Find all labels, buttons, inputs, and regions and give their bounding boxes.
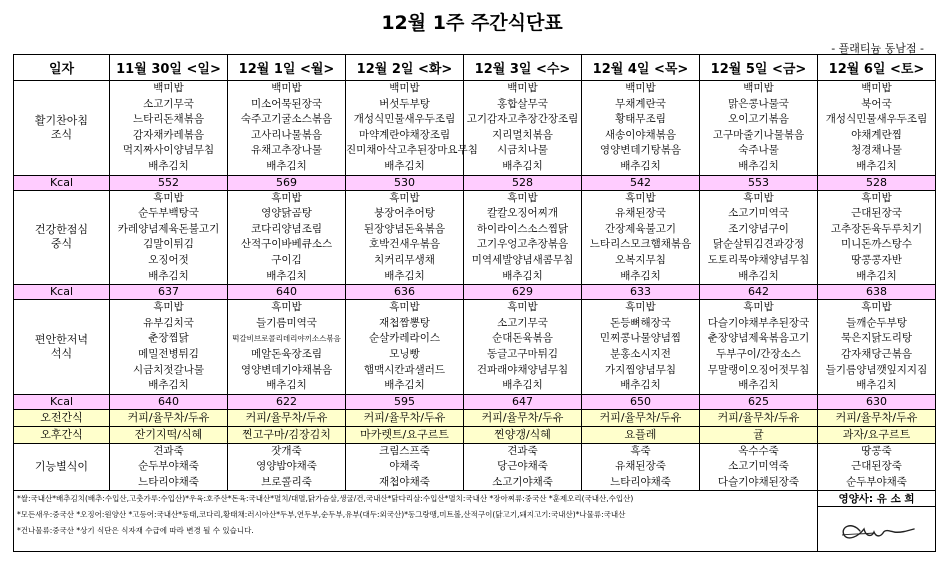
porridge-item: 유채된장죽: [615, 460, 666, 473]
breakfast-day-cell: [346, 81, 478, 176]
porridge-item: 야채죽: [389, 460, 420, 473]
day-header: 12월 5일 <금>: [700, 55, 818, 81]
kcal-label: Kcal: [14, 175, 110, 190]
porridge-item: 당근야채죽: [497, 460, 548, 473]
pm-snack-row: [14, 426, 936, 443]
menu-item: 배추김치: [384, 269, 425, 282]
menu-item: 백미밥: [861, 82, 892, 94]
day-header: 12월 3일 <수>: [464, 55, 582, 81]
kcal-label: Kcal: [14, 394, 110, 409]
meal-label-line: 활기찬아침: [34, 113, 89, 127]
menu-item: 시금치나물: [497, 144, 548, 157]
menu-item: 묵은지닭도리탕: [840, 332, 912, 345]
dinner-day-cell: [464, 300, 582, 395]
menu-item: 배추김치: [266, 269, 307, 282]
menu-item: 들기름미역국: [256, 316, 317, 329]
signature-cell: [818, 507, 936, 552]
menu-item: 배추김치: [738, 269, 779, 282]
breakfast-kcal-row: [14, 175, 936, 190]
menu-item: 땅콩콩자반: [851, 253, 902, 266]
menu-item: 고기우엉고추장볶음: [476, 238, 569, 251]
functional-day-cell: [228, 443, 346, 491]
menu-item: 흑미밥: [389, 191, 420, 204]
kcal-value: 625: [700, 394, 818, 409]
menu-item: 흑미밥: [507, 191, 538, 204]
menu-item: 백미밥: [153, 82, 184, 94]
menu-item: 건파래야채양념무침: [476, 363, 569, 376]
nutritionist-name: 영양사: 유 소 희: [818, 491, 936, 507]
menu-item: 배추김치: [148, 379, 189, 392]
menu-item: 오이고기볶음: [728, 113, 789, 126]
menu-item: 메밀전병튀김: [138, 347, 199, 360]
breakfast-row: [14, 81, 936, 176]
menu-item: 청경채나물: [851, 144, 902, 157]
functional-day-cell: [818, 443, 936, 491]
breakfast-day-cell: [818, 81, 936, 176]
menu-item: 북어국: [861, 97, 892, 110]
menu-item: 소고기미역국: [728, 207, 789, 220]
am-snack-row: [14, 409, 936, 426]
menu-item: 순살카레라이스: [368, 332, 440, 345]
kcal-value: 637: [110, 285, 228, 300]
menu-item: 느타리돈채볶음: [132, 113, 204, 126]
menu-item: 두부구이/간장소스: [716, 347, 801, 360]
day-header: 12월 4일 <목>: [582, 55, 700, 81]
pm-snack-value: 찐양갱/식혜: [464, 426, 582, 443]
kcal-value: 630: [818, 394, 936, 409]
kcal-value: 636: [346, 285, 464, 300]
menu-item: 민찌콩나물양념찜: [599, 332, 682, 345]
menu-item: 메알돈육장조림: [250, 347, 322, 360]
menu-item: 미역세발양념새콤무침: [471, 253, 574, 266]
kcal-value: 638: [818, 285, 936, 300]
dinner-row: [14, 300, 936, 395]
menu-item: 배추김치: [502, 159, 543, 172]
menu-item: 숙주고기굴소스볶음: [240, 113, 333, 126]
menu-item: 춘장찜닭: [148, 332, 189, 345]
menu-item: 흑미밥: [271, 301, 302, 314]
kcal-value: 542: [582, 175, 700, 190]
menu-item: 흑미밥: [861, 301, 892, 314]
menu-item: 동글고구마튀김: [486, 347, 558, 360]
menu-item: 마약계란야채장조림: [358, 128, 451, 141]
menu-item: 맑은콩나물국: [728, 97, 789, 110]
am-snack-value: 커피/율무차/두유: [700, 409, 818, 426]
dinner-day-cell: [700, 300, 818, 395]
lunch-day-cell: [582, 190, 700, 285]
menu-item: 백미밥: [743, 82, 774, 94]
menu-item: 호박건새우볶음: [368, 238, 440, 251]
menu-item: 조기양념구이: [728, 222, 789, 235]
kcal-value: 530: [346, 175, 464, 190]
menu-item: 새송이야채볶음: [604, 128, 676, 141]
menu-item: 다슬기야채부추된장국: [707, 316, 810, 329]
porridge-item: 흑죽: [630, 444, 651, 457]
functional-day-cell: [464, 443, 582, 491]
menu-item: 들깨순두부탕: [846, 316, 907, 329]
notes-row: [14, 491, 936, 507]
day-header: 12월 6일 <토>: [818, 55, 936, 81]
menu-item: 배추김치: [502, 269, 543, 282]
origin-notes: [14, 491, 818, 552]
menu-item: 하이라이스소스찜닭: [476, 222, 569, 235]
lunch-day-cell: [346, 190, 464, 285]
menu-item: 영양변데기야채볶음: [240, 363, 333, 376]
menu-item: 순대돈육볶음: [492, 332, 553, 345]
pm-snack-value: 찐고구마/김장김치: [228, 426, 346, 443]
porridge-item: 견과죽: [507, 444, 538, 457]
kcal-value: 650: [582, 394, 700, 409]
menu-item: 배추김치: [502, 379, 543, 392]
porridge-item: 소고기야채죽: [492, 475, 553, 488]
menu-item: 지리멸치볶음: [492, 128, 553, 141]
lunch-day-cell: [464, 190, 582, 285]
pm-snack-value: 마카렛트/요구르트: [346, 426, 464, 443]
menu-item: 야채계란찜: [851, 128, 902, 141]
menu-item: 흑미밥: [507, 301, 538, 314]
menu-item: 배추김치: [148, 159, 189, 172]
menu-item: 배추김치: [620, 379, 661, 392]
functional-day-cell: [582, 443, 700, 491]
lunch-row: [14, 190, 936, 285]
menu-item: 감자채당근볶음: [840, 347, 912, 360]
functional-diet-row: [14, 443, 936, 491]
porridge-item: 땅콩죽: [861, 444, 892, 457]
menu-item: 무말랭이오징어젓무침: [707, 363, 810, 376]
date-header: 일자: [14, 55, 110, 81]
menu-item: 배추김치: [856, 379, 897, 392]
dinner-day-cell: [228, 300, 346, 395]
porridge-item: 느타리야채죽: [610, 475, 671, 488]
porridge-item: 느타리야채죽: [138, 475, 199, 488]
dinner-day-cell: [582, 300, 700, 395]
menu-item: 배추김치: [266, 159, 307, 172]
menu-item: 배추김치: [148, 269, 189, 282]
menu-item: 배추김치: [738, 379, 779, 392]
menu-item: 흑미밥: [153, 301, 184, 314]
menu-item: 고구마줄기나물볶음: [712, 128, 805, 141]
kcal-value: 528: [818, 175, 936, 190]
menu-item: 김말이튀김: [143, 238, 194, 251]
pm-snack-label: 오후간식: [14, 426, 110, 443]
menu-table: [13, 54, 936, 552]
menu-item: 흑미밥: [743, 301, 774, 314]
lunch-day-cell: [228, 190, 346, 285]
dinner-day-cell: [818, 300, 936, 395]
kcal-value: 633: [582, 285, 700, 300]
porridge-item: 다슬기야채된장죽: [717, 475, 800, 488]
porridge-item: 잣개죽: [271, 444, 302, 457]
kcal-value: 528: [464, 175, 582, 190]
menu-item: 무채계란국: [615, 97, 666, 110]
menu-item: 백미밥: [507, 82, 538, 94]
menu-item: 개성식민물새우두조림: [353, 113, 456, 126]
menu-item: 백미밥: [389, 82, 420, 94]
menu-item: 들기름양념깻잎지지짐: [825, 363, 928, 376]
porridge-item: 크림스프죽: [379, 444, 430, 457]
menu-item: 홍합살무국: [497, 97, 548, 110]
menu-item: 시금치젓갈나물: [132, 363, 204, 376]
pm-snack-value: 잔기지떡/식혜: [110, 426, 228, 443]
menu-item: 돈등뼈해장국: [610, 316, 671, 329]
menu-item: 카레양념제육돈불고기: [117, 222, 220, 235]
menu-item: 고기감자고추장간장조림: [466, 113, 579, 126]
menu-item: 소고기무국: [143, 97, 194, 110]
menu-item: 치커리무생채: [374, 253, 435, 266]
menu-item: 진미채아삭고추된장마요무침: [346, 144, 478, 157]
am-snack-value: 커피/율무차/두유: [110, 409, 228, 426]
breakfast-label: [14, 81, 110, 176]
menu-item: 햄맥시칸과샐러드: [363, 363, 446, 376]
menu-item: 버섯두부탕: [379, 97, 430, 110]
day-header: 11월 30일 <일>: [110, 55, 228, 81]
meal-label-line: 편안한저녁: [34, 332, 89, 346]
pm-snack-value: 요플레: [582, 426, 700, 443]
origin-note-line: *쌀:국내산*배추김치(배추:수입산,고춧가루:수입산)*우육:호주산*돈육:국내산*멸치/대멸,닭가슴살,생굴/건,국내산*닭다리살:수입산*멸치:국내산 *장아찌류:중국산 *훈제오리(국내산,수입산): [17, 494, 634, 504]
breakfast-day-cell: [110, 81, 228, 176]
dinner-kcal-row: [14, 394, 936, 409]
lunch-label: [14, 190, 110, 285]
functional-day-cell: [110, 443, 228, 491]
kcal-value: 640: [228, 285, 346, 300]
am-snack-value: 커피/율무차/두유: [582, 409, 700, 426]
menu-item: 소고기무국: [497, 316, 548, 329]
am-snack-label: 오전간식: [14, 409, 110, 426]
menu-item: 근대된장국: [851, 207, 902, 220]
kcal-value: 647: [464, 394, 582, 409]
menu-item: 미니돈까스탕수: [840, 238, 912, 251]
porridge-item: 브로콜리죽: [261, 475, 312, 488]
functional-diet-label: 기능별식이: [14, 443, 110, 491]
am-snack-value: 커피/율무차/두유: [464, 409, 582, 426]
venue-label: - 플래티늄 동남점 -: [831, 42, 924, 55]
meal-label-line: 석식: [50, 346, 73, 360]
menu-item: 배추김치: [266, 379, 307, 392]
menu-item: 유채고추장나물: [250, 144, 322, 157]
menu-item: 배추김치: [384, 159, 425, 172]
lunch-day-cell: [818, 190, 936, 285]
menu-item: 코다리양념조림: [250, 222, 322, 235]
menu-item: 영양닭곰탕: [261, 207, 312, 220]
menu-item: 순두부백탕국: [138, 207, 199, 220]
functional-day-cell: [346, 443, 464, 491]
menu-item: 도토리묵야채양념무침: [707, 253, 810, 266]
breakfast-day-cell: [464, 81, 582, 176]
porridge-item: 순두부야채죽: [846, 475, 907, 488]
porridge-item: 영양밤야채죽: [256, 460, 317, 473]
menu-item: 배추김치: [384, 379, 425, 392]
signature-icon: [822, 507, 932, 547]
menu-item: 된장양념돈육볶음: [363, 222, 446, 235]
menu-item: 구이김: [271, 253, 302, 266]
kcal-value: 640: [110, 394, 228, 409]
menu-item: 배추김치: [738, 159, 779, 172]
am-snack-value: 커피/율무차/두유: [818, 409, 936, 426]
day-header: 12월 2일 <화>: [346, 55, 464, 81]
menu-item: 흑미밥: [743, 191, 774, 204]
am-snack-value: 커피/율무차/두유: [228, 409, 346, 426]
menu-item: 분홍소시지전: [610, 347, 671, 360]
kcal-value: 622: [228, 394, 346, 409]
functional-day-cell: [700, 443, 818, 491]
menu-item: 유부김치국: [143, 316, 194, 329]
kcal-value: 552: [110, 175, 228, 190]
menu-item: 칼칼오징어찌개: [486, 207, 558, 220]
menu-item: 흑미밥: [271, 191, 302, 204]
porridge-item: 재첩야채죽: [379, 475, 430, 488]
menu-item: 유채된장국: [615, 207, 666, 220]
origin-note-line: *모든새우:중국산 *오징어:원양산 *고등어:국내산*동태,코다리,황태채:러시아산*두부,연두부,순두부,유부(대두:외국산)*동그랑땡,미트볼,산적구이(닭고기,돼지고기:국내산)*나물류:국내산: [17, 510, 626, 520]
menu-item: 재첩짬뽕탕: [379, 316, 430, 329]
menu-item: 배추김치: [620, 269, 661, 282]
kcal-value: 642: [700, 285, 818, 300]
menu-item: 고사리나물볶음: [250, 128, 322, 141]
menu-item: 가지찜양념무침: [604, 363, 676, 376]
page-title: 12월 1주 주간식단표: [381, 12, 563, 34]
porridge-item: 소고기미역죽: [728, 460, 789, 473]
menu-item: 흑미밥: [625, 301, 656, 314]
menu-item: 영양변데기탕볶음: [599, 144, 682, 157]
menu-item: 떡갈비브로콜리데리야끼소스볶음: [232, 334, 341, 344]
menu-item: 먹지짜사이양념무침: [122, 144, 215, 157]
menu-item: 백미밥: [271, 82, 302, 94]
menu-item: 배추김치: [620, 159, 661, 172]
breakfast-day-cell: [228, 81, 346, 176]
menu-item: 춘장양념제육볶음고기: [707, 332, 810, 345]
meal-label-line: 조식: [50, 127, 73, 141]
menu-item: 개성식민물새우두조림: [825, 113, 928, 126]
kcal-value: 629: [464, 285, 582, 300]
menu-item: 흑미밥: [389, 301, 420, 314]
menu-item: 닭순살튀김견과강정: [712, 238, 805, 251]
day-header: 12월 1일 <월>: [228, 55, 346, 81]
menu-item: 황태무조림: [615, 113, 666, 126]
menu-item: 모닝빵: [389, 347, 420, 360]
menu-item: 감자채카레볶음: [132, 128, 204, 141]
dinner-day-cell: [346, 300, 464, 395]
kcal-label: Kcal: [14, 285, 110, 300]
menu-item: 간장제육불고기: [604, 222, 676, 235]
header-row: [14, 55, 936, 81]
meal-label-line: 건강한점심: [34, 223, 89, 237]
pm-snack-value: 과자/요구르트: [818, 426, 936, 443]
am-snack-value: 커피/율무차/두유: [346, 409, 464, 426]
menu-item: 오징어젓: [148, 253, 189, 266]
kcal-value: 553: [700, 175, 818, 190]
breakfast-day-cell: [582, 81, 700, 176]
meal-label-line: 중식: [50, 237, 73, 251]
kcal-value: 595: [346, 394, 464, 409]
menu-item: 오복지무침: [615, 253, 666, 266]
menu-item: 흑미밥: [625, 191, 656, 204]
porridge-item: 순두부야채죽: [138, 460, 199, 473]
menu-item: 숙주나물: [738, 144, 779, 157]
lunch-day-cell: [110, 190, 228, 285]
menu-item: 백미밥: [625, 82, 656, 94]
kcal-value: 569: [228, 175, 346, 190]
dinner-label: [14, 300, 110, 395]
porridge-item: 옥수수죽: [738, 444, 779, 457]
porridge-item: 근대된장죽: [851, 460, 902, 473]
pm-snack-value: 귤: [700, 426, 818, 443]
breakfast-day-cell: [700, 81, 818, 176]
menu-item: 고추장돈육두루치기: [830, 222, 923, 235]
porridge-item: 견과죽: [153, 444, 184, 457]
lunch-kcal-row: [14, 285, 936, 300]
menu-item: 배추김치: [856, 159, 897, 172]
menu-item: 흑미밥: [153, 191, 184, 204]
menu-item: 흑미밥: [861, 191, 892, 204]
menu-item: 미소어묵된장국: [250, 97, 322, 110]
origin-note-line: *건나물류:중국산 *상기 식단은 식자재 수급에 따라 변경 될 수 있습니다.: [17, 526, 254, 536]
menu-item: 붕장어추어탕: [374, 207, 435, 220]
menu-item: 느타리스모크햄채볶음: [589, 238, 692, 251]
lunch-day-cell: [700, 190, 818, 285]
menu-item: 배추김치: [856, 269, 897, 282]
menu-item: 산적구이바베큐소스: [240, 238, 333, 251]
dinner-day-cell: [110, 300, 228, 395]
